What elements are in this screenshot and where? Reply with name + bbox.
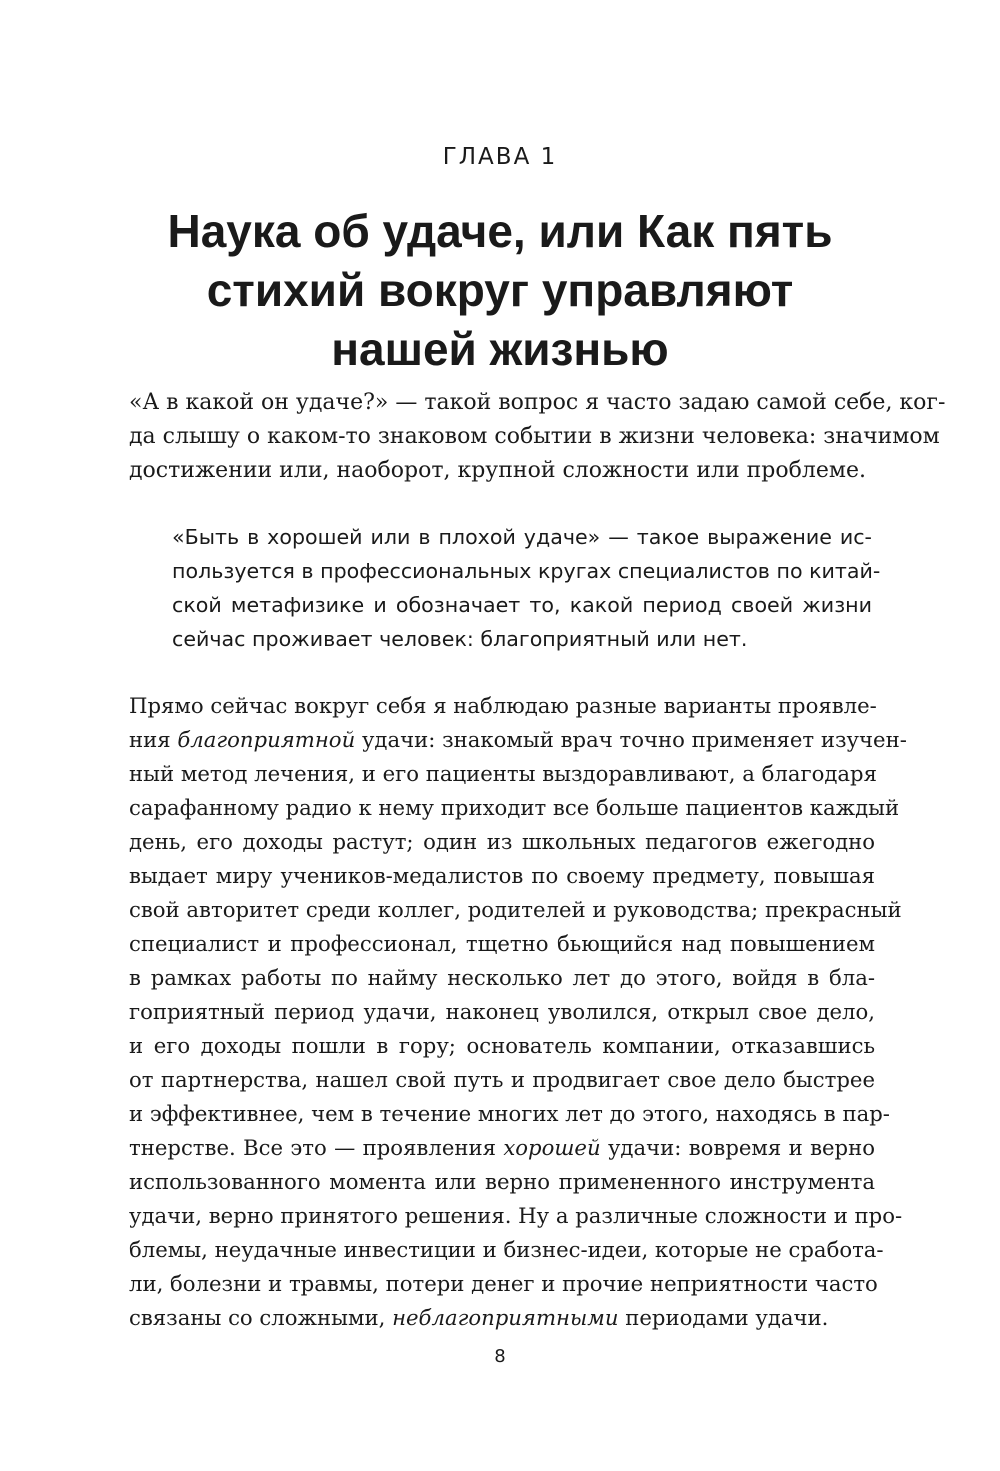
text-line: использованного момента или верно примененного инструмента	[129, 1169, 875, 1194]
text-line: ли, болезни и травмы, потери денег и прочие неприятности часто	[129, 1271, 878, 1296]
quote-block	[172, 520, 881, 656]
text-line: Прямо сейчас вокруг себя я наблюдаю разные варианты проявле-	[129, 693, 877, 718]
quote-line: ской метафизике и обозначает то, какой период своей жизни	[172, 593, 872, 617]
text-line: свой авторитет среди коллег, родителей и руководства; прекрасный	[129, 897, 902, 922]
intro-paragraph	[129, 386, 946, 488]
main-paragraph	[129, 689, 907, 1335]
text-line: выдает миру учеников-медалистов по своему предмету, повышая	[129, 863, 875, 888]
text-line: ный метод лечения, и его пациенты выздоравливают, а благодаря	[129, 761, 877, 786]
text-line: от партнерства, нашел свой путь и продвигает свое дело быстрее	[129, 1067, 875, 1092]
text-segment: связаны со сложными,	[129, 1305, 393, 1330]
text-line	[129, 1301, 875, 1335]
text-segment: удачи: знакомый врач точно применяет изучен-	[355, 727, 907, 752]
italic-emphasis: хорошей	[503, 1135, 601, 1160]
text-line: специалист и профессионал, тщетно бьющийся над повышением	[129, 931, 875, 956]
quote-line: «Быть в хорошей или в плохой удаче» — такое выражение ис-	[172, 525, 872, 549]
text-line: да слышу о каком-то знаковом событии в жизни человека: значимом	[129, 424, 940, 449]
text-line: в рамках работы по найму несколько лет до этого, войдя в бла-	[129, 965, 875, 990]
italic-emphasis: неблагоприятными	[392, 1305, 619, 1330]
chapter-label: ГЛАВА 1	[442, 144, 558, 170]
text-line: «А в какой он удаче?» — такой вопрос я часто задаю самой себе, ког-	[129, 390, 946, 415]
text-segment: тнерстве. Все это — проявления	[129, 1135, 504, 1160]
chapter-title	[120, 202, 880, 379]
text-segment: периодами удачи.	[618, 1305, 829, 1330]
text-segment: удачи: вовремя и верно	[600, 1135, 875, 1160]
italic-emphasis: благоприятной	[177, 727, 356, 752]
chapter-title-line: Наука об удаче, или Как пять	[167, 205, 833, 257]
text-line	[129, 1131, 875, 1165]
text-line: блемы, неудачные инвестиции и бизнес-идеи, которые не сработа-	[129, 1237, 884, 1262]
text-line: достижении или, наоборот, крупной сложности или проблеме.	[129, 458, 866, 483]
text-line: и его доходы пошли в гору; основатель компании, отказавшись	[129, 1033, 875, 1058]
text-line: и эффективнее, чем в течение многих лет до этого, находясь в пар-	[129, 1101, 890, 1126]
text-line: удачи, верно принятого решения. Ну а различные сложности и про-	[129, 1203, 903, 1228]
text-line: день, его доходы растут; один из школьных педагогов ежегодно	[129, 829, 875, 854]
page-number: 8	[494, 1346, 506, 1367]
chapter-title-line: нашей жизнью	[331, 323, 669, 375]
chapter-title-line: стихий вокруг управляют	[206, 264, 794, 316]
quote-line: пользуется в профессиональных кругах специалистов по китай-	[172, 559, 881, 583]
text-line: сарафанному радио к нему приходит все больше пациентов каждый	[129, 795, 900, 820]
text-line: гоприятный период удачи, наконец уволился, открыл свое дело,	[129, 999, 875, 1024]
text-line	[129, 723, 907, 757]
text-segment: ния	[129, 727, 178, 752]
quote-line: сейчас проживает человек: благоприятный или нет.	[172, 627, 748, 651]
